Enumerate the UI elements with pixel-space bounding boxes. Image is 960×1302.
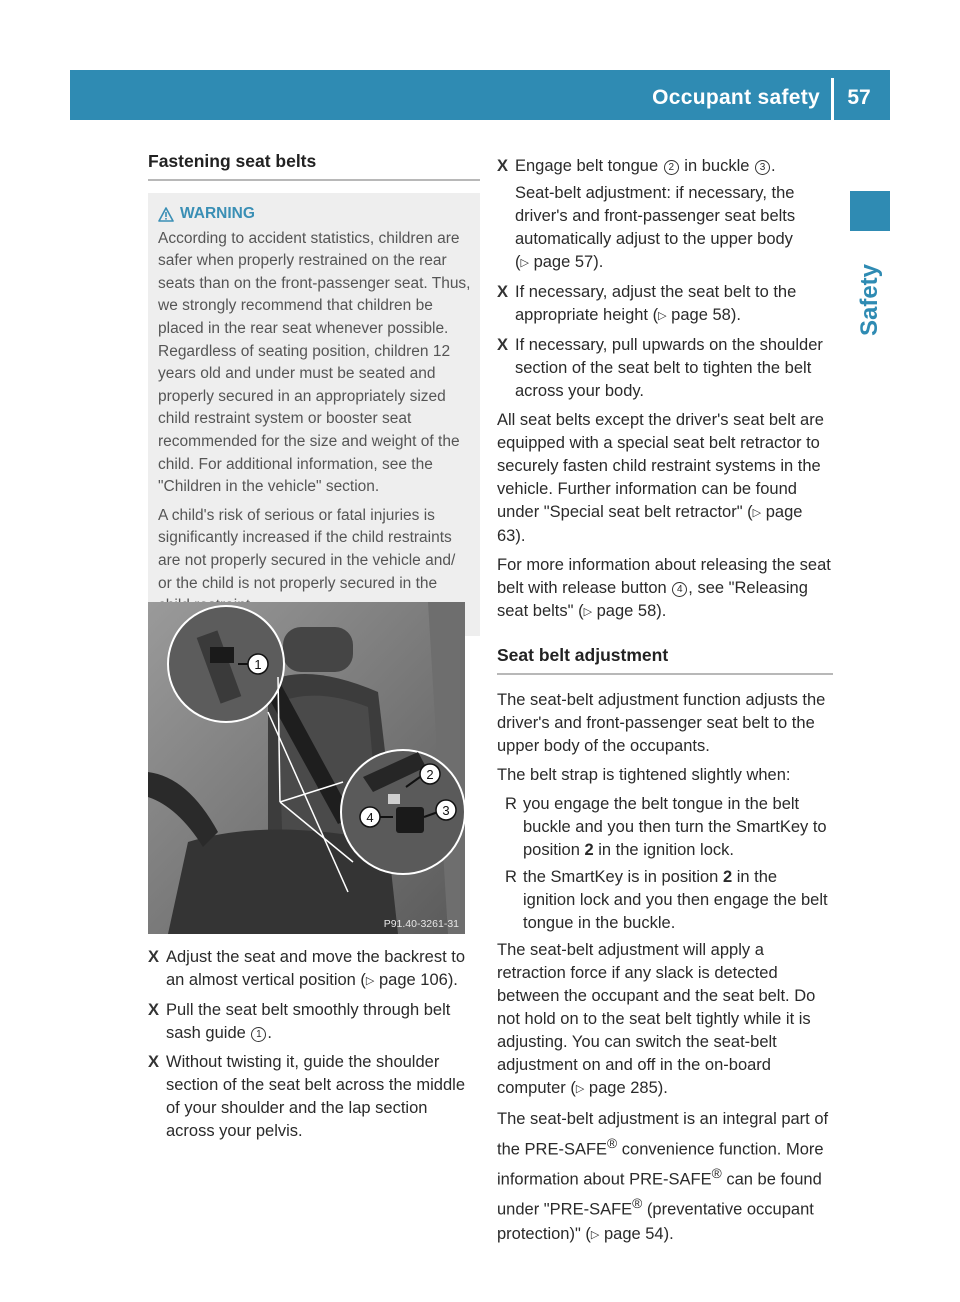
header-divider	[831, 78, 834, 120]
paragraph-text: For more information about releasing the seat belt with release button	[497, 556, 831, 597]
registered-mark: ®	[632, 1195, 643, 1211]
callout-3: 3	[442, 803, 450, 818]
paragraph: The seat-belt adjustment function adjusts the driver's and front-passenger seat belt to the upper body of the occupants.	[497, 691, 826, 755]
bullet-emphasis: 2	[722, 868, 733, 886]
warning-paragraph: A child's risk of serious or fatal injuries is significantly increased if the child restraints are not properly secured in the vehicle and/ or the child is not properly secured in the	[158, 506, 456, 592]
section-title-adjustment: Seat belt adjustment	[497, 644, 833, 675]
page-number: 57	[847, 86, 871, 109]
step-text: Without twisting it, guide the shoulder section of the seat belt across the middle of your shoulder and the lap section across your pelvis.	[166, 1053, 465, 1140]
callout-ref: 2	[664, 160, 679, 175]
page-ref[interactable]: page 106	[378, 971, 448, 989]
step-text: Engage belt tongue	[515, 157, 663, 175]
step-text: in buckle	[679, 157, 755, 175]
instruction-step	[148, 946, 480, 993]
side-tab-label	[849, 240, 891, 360]
callout-ref: 4	[672, 582, 687, 597]
paragraph	[497, 1107, 833, 1247]
paragraph	[497, 554, 833, 624]
chapter-title: Occupant safety	[652, 86, 820, 109]
warning-label: WARNING	[180, 205, 255, 222]
step-marker: X	[148, 1053, 160, 1071]
instruction-step	[497, 155, 833, 275]
page-ref-arrow-icon: ▷	[520, 257, 529, 269]
bullet-item	[505, 793, 833, 862]
instruction-step	[148, 999, 480, 1045]
paragraph-text: , see "Releasing seat belts" (	[497, 579, 808, 620]
seat-belt-photo	[148, 602, 465, 934]
right-column	[497, 155, 833, 1253]
paragraph-text: ).	[657, 1079, 668, 1097]
step-text: ).	[730, 306, 741, 324]
paragraph-text: The seat-belt adjustment will apply a retraction force if any slack is detected between the occupant and the seat belt. Do not hold on to the seat belt tightly while it is adjusting. You can switch the seat-belt adjustment on and off in the on-board computer (	[497, 941, 816, 1097]
paragraph-text: The seat-belt adjustment is an integral part of the PRE-SAFE	[497, 1110, 829, 1158]
bullet-marker: R	[505, 795, 517, 813]
page-ref[interactable]: page 285	[588, 1079, 658, 1097]
left-steps	[148, 946, 480, 1149]
warning-heading	[158, 203, 472, 226]
page-ref[interactable]: page 57	[533, 253, 594, 271]
bullet-text: in the ignition lock.	[593, 841, 734, 859]
bullet-emphasis: 2	[584, 841, 594, 859]
step-text: Seat-belt adjustment: if necessary, the driver's and front-passenger seat belts automatically adjust to the upper body (	[515, 184, 796, 271]
instruction-step	[497, 281, 833, 328]
page-ref-arrow-icon: ▷	[752, 507, 762, 519]
callout-ref: 1	[251, 1027, 266, 1042]
page-ref[interactable]: page 54	[603, 1224, 664, 1243]
paragraph-text: ).	[663, 1224, 674, 1243]
bullet-text: the SmartKey is in position	[523, 868, 723, 886]
callout-ref: 3	[755, 160, 770, 175]
paragraph	[497, 939, 833, 1101]
paragraph	[497, 409, 833, 548]
paragraph-text: ).	[515, 527, 526, 545]
paragraph-text: convenience function. More information about PRE-SAFE	[497, 1140, 824, 1188]
warning-triangle-icon	[158, 207, 174, 222]
page-ref[interactable]: page 63	[497, 503, 803, 545]
bullet-text: in the ignition lock and you then engage the belt tongue in the buckle.	[523, 868, 828, 932]
section-title-fastening: Fastening seat belts	[148, 150, 480, 181]
page-ref[interactable]: page 58	[596, 602, 657, 620]
step-text: Pull the seat belt smoothly through belt sash guide	[166, 1001, 451, 1042]
callout-4: 4	[366, 810, 374, 825]
paragraph-text: All seat belts except the driver's seat belt are equipped with a special seat belt retractor to securely fasten child restraint systems in the vehicle. Further information can be found under "Special seat belt retractor" (	[497, 411, 824, 521]
step-text: If necessary, pull upwards on the shoulder section of the seat belt to tighten the belt across your body.	[515, 336, 823, 400]
step-text: If necessary, adjust the seat belt to the appropriate height (	[515, 283, 797, 324]
step-text: ).	[447, 971, 458, 989]
instruction-step	[497, 334, 833, 403]
step-text: ).	[593, 253, 604, 271]
callout-2: 2	[426, 767, 434, 782]
step-marker: X	[148, 948, 160, 966]
step-text: .	[771, 157, 776, 175]
page-ref-arrow-icon: ▷	[590, 1228, 600, 1241]
step-marker: X	[148, 1001, 160, 1019]
page-ref-arrow-icon: ▷	[583, 606, 593, 618]
paragraph-text: ).	[656, 602, 667, 620]
paragraph-text: (preventative occupant protection)" (	[497, 1200, 814, 1243]
instruction-step	[148, 1051, 480, 1143]
step-marker: X	[497, 336, 509, 354]
figure-code: P91.40-3261-31	[383, 918, 459, 930]
registered-mark: ®	[607, 1135, 618, 1151]
page-ref-arrow-icon: ▷	[575, 1083, 585, 1095]
bullet-item	[505, 866, 833, 935]
step-text: Adjust the seat and move the backrest to an almost vertical position (	[166, 948, 466, 989]
left-column	[148, 150, 480, 636]
page-ref-arrow-icon: ▷	[658, 310, 667, 322]
side-tab-text: Safety	[856, 263, 883, 337]
paragraph-text: can be found under "PRE-SAFE	[497, 1170, 822, 1218]
registered-mark: ®	[711, 1165, 722, 1181]
step-detail	[515, 182, 833, 275]
bullet-text: you engage the belt tongue in the belt buckle and you then turn the SmartKey to position	[523, 795, 827, 859]
step-marker: X	[497, 283, 509, 301]
callout-1: 1	[254, 657, 262, 672]
warning-paragraph: According to accident statistics, children are safer when properly restrained on the rear seats than on the front-passenger seat. Thus, we strongly recommend that children be placed in the rear seat whenever possible. Regardless of seating position, children 12 years old and under must be seated and properly secured in an appropriately sized child restraint system or booster seat recommended for the size and weight of the child. For additional information, see the "Children in the vehicle" section.	[158, 229, 471, 496]
page-ref-arrow-icon: ▷	[365, 975, 375, 987]
page-ref[interactable]: page 58	[671, 306, 731, 324]
step-marker: X	[497, 157, 509, 175]
paragraph: The belt strap is tightened slightly when:	[497, 766, 791, 784]
bullet-marker: R	[505, 868, 517, 886]
step-text: .	[267, 1024, 272, 1042]
page-header	[70, 70, 890, 120]
warning-box	[148, 193, 480, 636]
side-tab-marker	[850, 191, 890, 231]
